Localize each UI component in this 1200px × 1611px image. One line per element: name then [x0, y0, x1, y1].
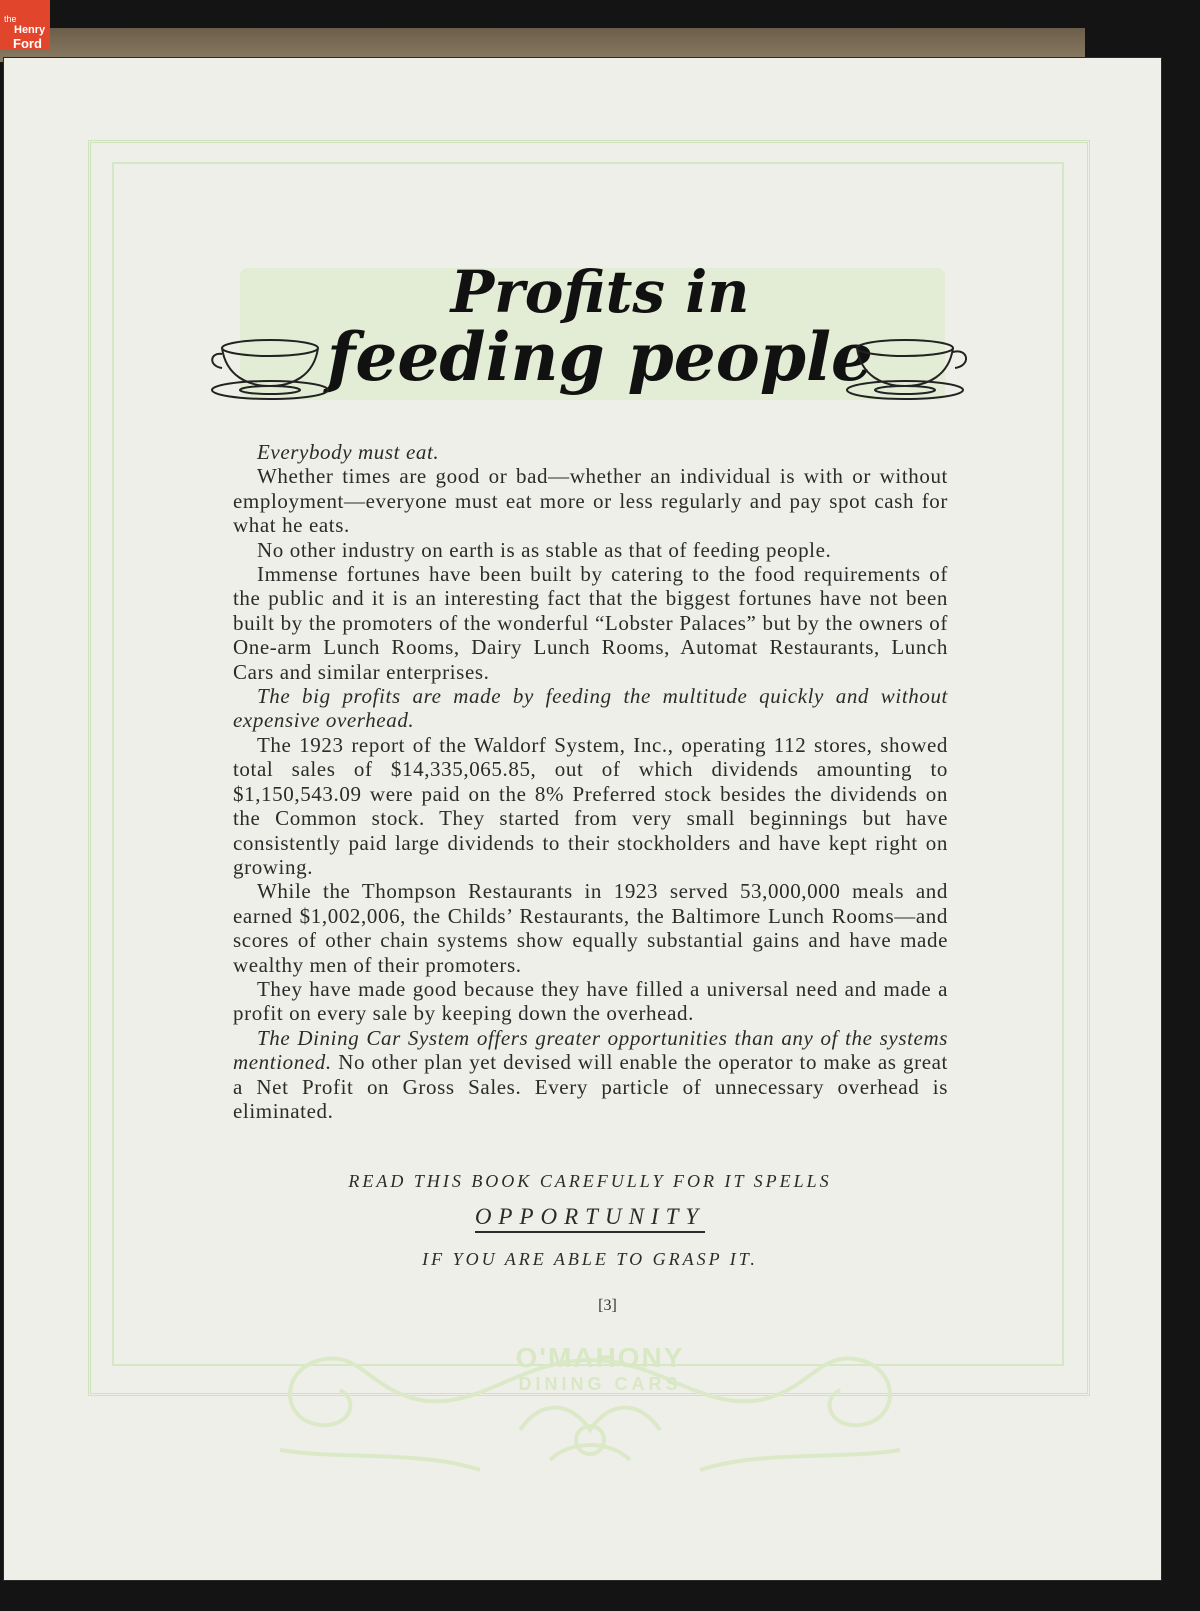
lead-italic: Everybody must eat.	[257, 440, 440, 464]
paragraph-rest: No other plan yet devised will enable the operator to make as great a Net Profit on Gross Sales. Every particle of unnecessary overhead is eliminated.	[233, 1050, 948, 1123]
emphasis-italic: The Dining Car System offers greater opportunities than any of the systems mentioned.	[233, 1025, 948, 1075]
watermark-brand-line1: O'MAHONY	[515, 1342, 685, 1373]
page-title-line1: Profits in	[450, 258, 750, 326]
paragraph	[233, 1026, 948, 1124]
teacup-icon	[845, 336, 975, 406]
page-title-line2: feeding people	[326, 318, 874, 396]
paragraph: While the Thompson Restaurants in 1923 served 53,000,000 meals and earned $1,002,006, the Childs’ Restaurants, the Baltimore Lunch Rooms—and scores of other chain systems show equally substantial gains and have made wealthy men of their promoters.	[233, 879, 948, 977]
henry-ford-logo	[0, 0, 50, 50]
emphasis-italic: The big profits are made by feeding the multitude quickly and without expensive overhead.	[233, 684, 948, 733]
logo-henry: Henry	[14, 24, 46, 36]
logo-ford: Ford	[13, 36, 42, 51]
teacup-icon	[208, 336, 338, 406]
paragraph: Immense fortunes have been built by catering to the food requirements of the public and it is an interesting fact that the biggest fortunes have not been built by the promoters of the wonderful “Lobster Palaces” but by the owners of One-arm Lunch Rooms, Dairy Lunch Rooms, Automat Restaurants, Lunch Cars and similar enterprises.	[233, 562, 948, 684]
page-number: [3]	[598, 1297, 617, 1314]
body-text	[233, 440, 948, 1123]
closing-opportunity: OPPORTUNITY	[475, 1204, 705, 1233]
logo-the: the	[4, 14, 17, 24]
book-page-edge	[0, 28, 1085, 62]
closing-line1: READ THIS BOOK CAREFULLY FOR IT SPELLS	[348, 1171, 832, 1191]
closing-line3: IF YOU ARE ABLE TO GRASP IT.	[422, 1249, 758, 1269]
paragraph: Whether times are good or bad—whether an individual is with or without employment—everyone must eat more or less regularly and pay spot cash for what he eats.	[233, 464, 948, 538]
closing-line2	[0, 1204, 1180, 1230]
paragraph: No other industry on earth is as stable as that of feeding people.	[257, 537, 832, 562]
paragraph	[233, 684, 948, 733]
paragraph: The 1923 report of the Waldorf System, Inc., operating 112 stores, showed total sales of $14,335,065.85, out of which dividends amounting to $1,150,543.09 were paid on the 8% Preferred stock besides the dividends on the Common stock. They started from very small beginnings but have consistently paid large dividends to their stockholders and have kept right on growing.	[233, 732, 948, 879]
watermark-brand-line2: DINING CARS	[518, 1374, 682, 1394]
paragraph: They have made good because they have filled a universal need and made a profit on every sale by keeping down the overhead.	[233, 976, 948, 1026]
paragraph	[233, 440, 948, 464]
